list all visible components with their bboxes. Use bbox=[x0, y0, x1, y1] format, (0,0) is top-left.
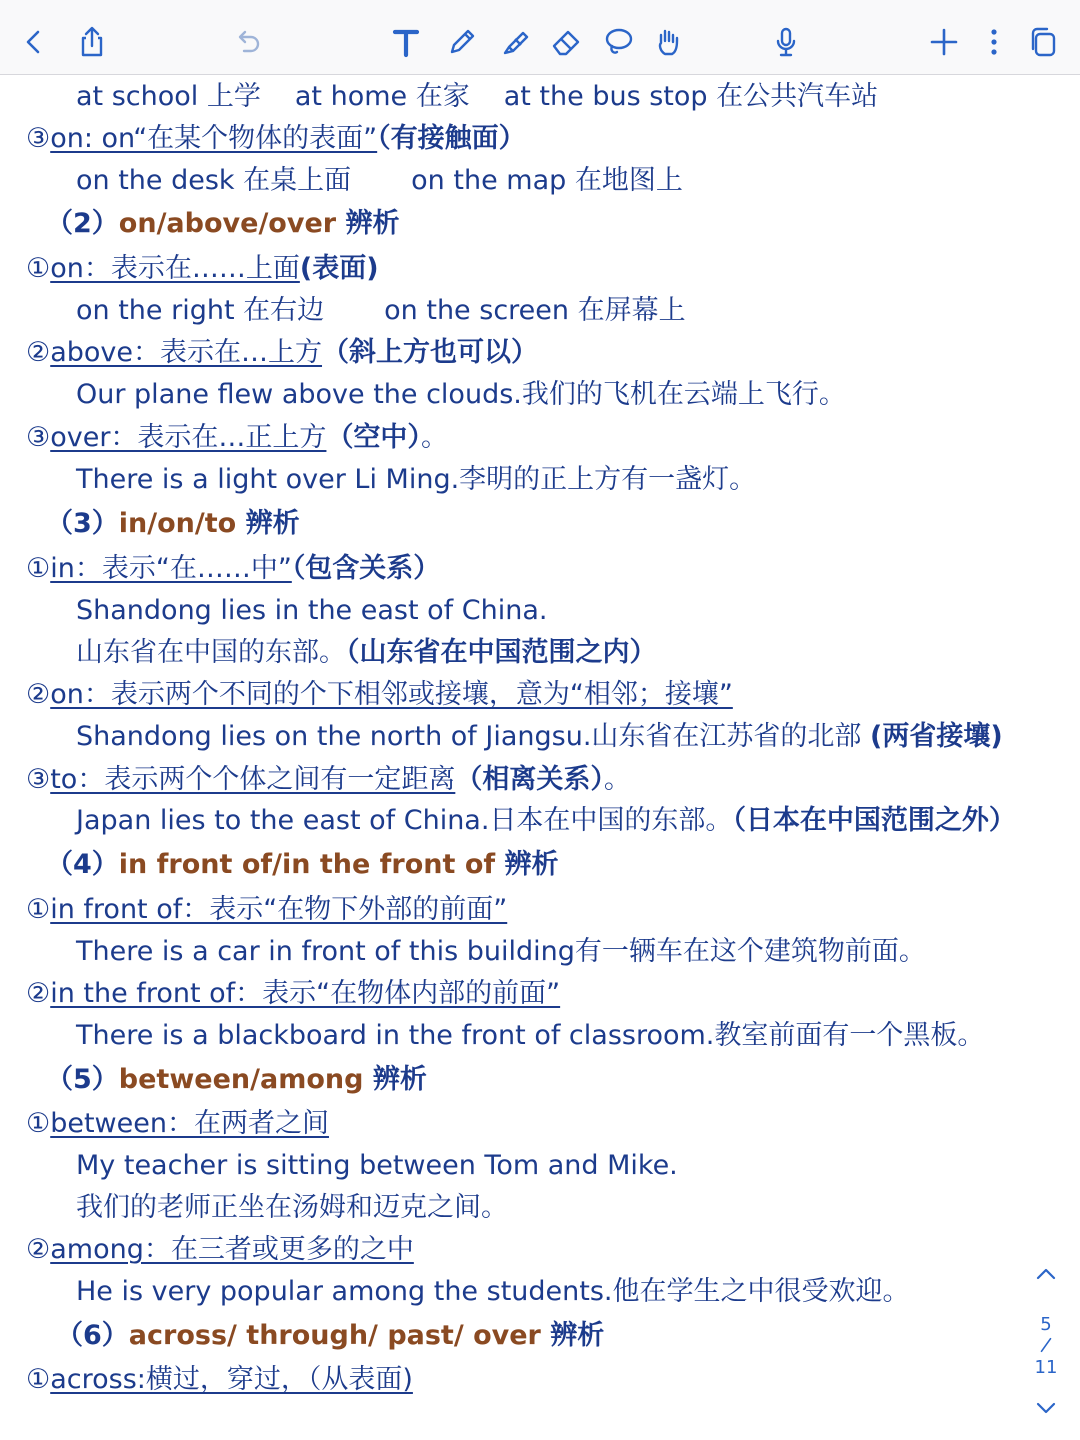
example-line bbox=[76, 80, 878, 114]
example-note: (两省接壤) bbox=[870, 721, 1003, 752]
example-line bbox=[76, 164, 683, 198]
section-suffix: 辨析 bbox=[363, 1064, 427, 1095]
example-text: Shandong lies in the east of China. bbox=[76, 595, 548, 626]
chevron-up-icon[interactable] bbox=[1026, 1266, 1066, 1294]
rule-text: on: on“在某个物体的表面” bbox=[50, 123, 378, 154]
rule-line bbox=[26, 977, 560, 1011]
example-text: 山东省在中国的东部。 bbox=[76, 637, 346, 668]
rule-text: above：表示在…上方 bbox=[50, 337, 323, 368]
section-suffix: 辨析 bbox=[236, 508, 300, 539]
section-number: （4） bbox=[46, 849, 119, 880]
rule-note: （相离关系） bbox=[455, 764, 604, 795]
example-line bbox=[76, 463, 756, 497]
example-line bbox=[76, 1019, 984, 1053]
section-number: （3） bbox=[46, 508, 119, 539]
rule-note: (表面) bbox=[299, 253, 379, 284]
rule-text: to：表示两个个体之间有一定距离 bbox=[50, 764, 456, 795]
example-text: at home 在家 bbox=[294, 81, 470, 112]
example-line bbox=[76, 1149, 678, 1183]
section-suffix: 辨析 bbox=[336, 208, 400, 239]
note-page[interactable] bbox=[0, 75, 1030, 1440]
rule-text: among：在三者或更多的之中 bbox=[50, 1234, 414, 1265]
eraser-icon[interactable] bbox=[546, 22, 586, 62]
rule-text: over：表示在…正上方 bbox=[50, 422, 327, 453]
section-title: on/above/over bbox=[118, 208, 337, 239]
highlighter-icon[interactable] bbox=[496, 22, 536, 62]
section-title: across/ through/ past/ over bbox=[128, 1320, 541, 1351]
rule-line bbox=[26, 1107, 329, 1141]
example-text: My teacher is sitting between Tom and Mike. bbox=[76, 1150, 678, 1181]
rule-text: across:横过，穿过，（从表面) bbox=[50, 1364, 413, 1395]
section-heading bbox=[46, 848, 559, 882]
example-line bbox=[76, 594, 547, 628]
rule-text: between：在两者之间 bbox=[50, 1108, 329, 1139]
section-number: （6） bbox=[56, 1320, 129, 1351]
pages-icon[interactable] bbox=[1024, 22, 1064, 62]
item-marker: ① bbox=[26, 553, 51, 584]
section-suffix: 辨析 bbox=[540, 1320, 605, 1351]
item-marker: ① bbox=[26, 253, 51, 284]
example-text: at the bus stop 在公共汽车站 bbox=[503, 81, 879, 112]
item-marker: ② bbox=[26, 1234, 51, 1265]
rule-line bbox=[26, 763, 631, 797]
item-marker: ② bbox=[26, 978, 51, 1009]
example-text: on the desk 在桌上面 bbox=[76, 165, 352, 196]
example-text: Shandong lies on the north of Jiangsu.山东省在江苏省的北部 bbox=[76, 721, 870, 752]
rule-text: on：表示在……上面 bbox=[50, 253, 300, 284]
rule-text: in：表示“在……中” bbox=[50, 553, 292, 584]
hand-icon[interactable] bbox=[648, 22, 688, 62]
rule-line bbox=[26, 552, 440, 586]
rule-text: in the front of：表示“在物体内部的前面” bbox=[50, 978, 561, 1009]
example-note: （日本在中国范围之外） bbox=[732, 805, 1016, 836]
section-heading bbox=[46, 507, 300, 541]
item-marker: ② bbox=[26, 679, 51, 710]
page-indicator[interactable] bbox=[1026, 1314, 1066, 1378]
item-marker: ① bbox=[26, 1108, 51, 1139]
current-page: 5 bbox=[1040, 1314, 1052, 1335]
example-text: on the right 在右边 bbox=[76, 295, 325, 326]
section-heading bbox=[46, 207, 399, 241]
lasso-icon[interactable] bbox=[598, 22, 638, 62]
section-number: （5） bbox=[46, 1064, 119, 1095]
example-text: on the screen 在屏幕上 bbox=[384, 295, 686, 326]
section-heading bbox=[46, 1063, 427, 1097]
example-text: at school 上学 bbox=[76, 81, 261, 112]
rule-note: （斜上方也可以） bbox=[322, 337, 539, 368]
rule-note: （空中） bbox=[326, 422, 421, 453]
example-line bbox=[76, 720, 1003, 754]
item-marker: ③ bbox=[26, 123, 51, 154]
example-line bbox=[76, 804, 1016, 838]
example-text: Japan lies to the east of China.日本在中国的东部。 bbox=[76, 805, 733, 836]
more-icon[interactable] bbox=[974, 22, 1014, 62]
undo-icon[interactable] bbox=[228, 22, 268, 62]
example-line bbox=[76, 1275, 910, 1309]
rule-line bbox=[26, 421, 448, 455]
example-text: There is a blackboard in the front of classroom.教室前面有一个黑板。 bbox=[76, 1020, 985, 1051]
rule-line bbox=[26, 1363, 413, 1397]
chevron-down-icon[interactable] bbox=[1026, 1400, 1066, 1424]
punctuation: 。 bbox=[603, 764, 631, 795]
total-pages: 11 bbox=[1034, 1357, 1058, 1378]
rule-note: （包含关系） bbox=[291, 553, 441, 584]
section-suffix: 辨析 bbox=[495, 849, 559, 880]
example-text: He is very popular among the students.他在学生之中很受欢迎。 bbox=[76, 1276, 910, 1307]
text-icon[interactable] bbox=[386, 22, 426, 62]
example-text: 我们的老师正坐在汤姆和迈克之间。 bbox=[76, 1192, 508, 1223]
rule-line bbox=[26, 122, 526, 156]
example-text: There is a car in front of this building有一辆车在这个建筑物前面。 bbox=[76, 936, 926, 967]
punctuation: 。 bbox=[420, 422, 448, 453]
example-line bbox=[76, 935, 926, 969]
rule-line bbox=[26, 678, 733, 712]
item-marker: ③ bbox=[26, 764, 51, 795]
chevron-left-icon[interactable] bbox=[14, 22, 54, 62]
item-marker: ① bbox=[26, 894, 51, 925]
section-heading bbox=[56, 1319, 604, 1353]
example-line bbox=[76, 294, 686, 328]
rule-text: in front of：表示“在物下外部的前面” bbox=[50, 894, 508, 925]
item-marker: ③ bbox=[26, 422, 51, 453]
plus-icon[interactable] bbox=[924, 22, 964, 62]
rule-line bbox=[26, 1233, 414, 1267]
section-number: （2） bbox=[46, 208, 119, 239]
example-line bbox=[76, 378, 846, 412]
page-divider bbox=[1026, 1335, 1066, 1357]
share-icon[interactable] bbox=[72, 22, 112, 62]
item-marker: ② bbox=[26, 337, 51, 368]
section-title: in front of/in the front of bbox=[118, 849, 496, 880]
toolbar bbox=[0, 0, 1080, 75]
rule-line bbox=[26, 252, 379, 286]
rule-line bbox=[26, 893, 507, 927]
item-marker: ① bbox=[26, 1364, 51, 1395]
example-text: Our plane flew above the clouds.我们的飞机在云端上飞行。 bbox=[76, 379, 846, 410]
rule-line bbox=[26, 336, 538, 370]
example-line bbox=[76, 1191, 508, 1225]
rule-text: on：表示两个不同的个下相邻或接壤，意为“相邻；接壤” bbox=[50, 679, 733, 710]
microphone-icon[interactable] bbox=[766, 22, 806, 62]
pen-icon[interactable] bbox=[442, 22, 482, 62]
rule-note: （有接触面） bbox=[377, 123, 526, 154]
example-note: （山东省在中国范围之内） bbox=[346, 637, 657, 668]
example-text: There is a light over Li Ming.李明的正上方有一盏灯。 bbox=[76, 464, 757, 495]
section-title: between/among bbox=[118, 1064, 364, 1095]
example-text: on the map 在地图上 bbox=[411, 165, 683, 196]
section-title: in/on/to bbox=[118, 508, 237, 539]
example-line bbox=[76, 636, 657, 670]
